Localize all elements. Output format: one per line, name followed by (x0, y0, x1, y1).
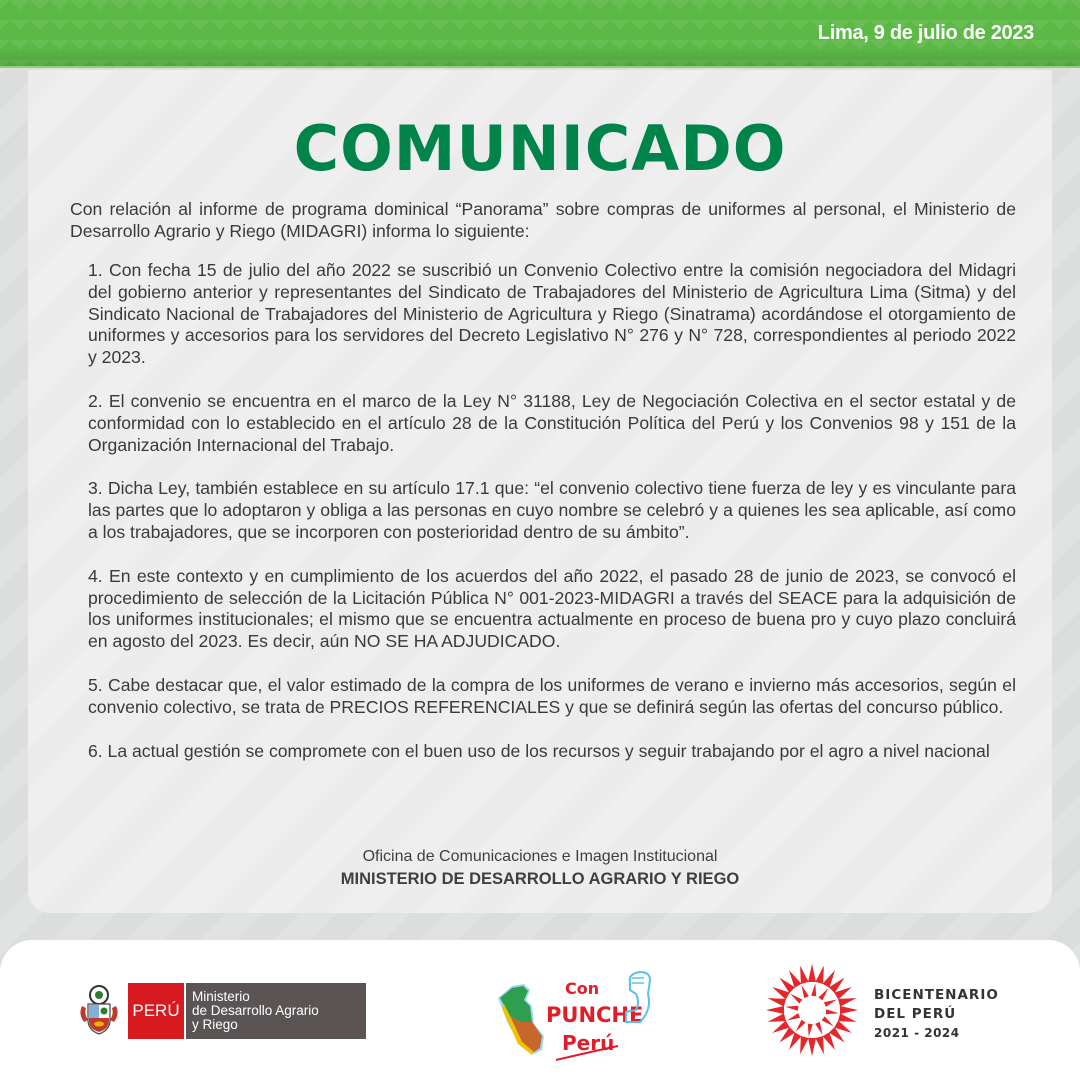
footer-logos (0, 940, 1080, 1080)
svg-text:Con: Con (565, 979, 600, 998)
peru-label: PERÚ (128, 983, 186, 1039)
point-3: 3. Dicha Ley, también establece en su artículo 17.1 que: “el convenio colectivo tiene fuerza de ley y es vinculante para las partes que lo adoptaron y obliga a las personas en cuyo nombre se celebró y a quienes les sea aplicable, así como a los trabajadores, que se incorporen con posterioridad dentro de su ámbito”. (88, 478, 1016, 542)
point-1: 1. Con fecha 15 de julio del año 2022 se suscribió un Convenio Colectivo entre la comisión negociadora del Midagri del gobierno anterior y representantes del Sindicato de Trabajadores del Ministerio de Agricultura Lima (Sitma) y del Sindicato Nacional de Trabajadores del Ministerio de Agricultura y Riego (Sinatrama) acordándose el otorgamiento de uniformes y accesorios para los servidores del Decreto Legislativo N° 276 y N° 728, correspondientes al periodo 2022 y 2023. (88, 260, 1016, 368)
point-5: 5. Cabe destacar que, el valor estimado de la compra de los uniformes de verano e invierno más accesorios, según el convenio colectivo, se trata de PRECIOS REFERENCIALES y que se definirá según las ofertas del concurso público. (88, 674, 1016, 717)
point-4: 4. En este contexto y en cumplimiento de los acuerdos del año 2022, el pasado 28 de junio de 2023, se convocó el procedimiento de selección de la Licitación Pública N° 001-2023-MIDAGRI a través del SEACE para la adquisición de los uniformes institucionales; el mismo que se encuentra actualmente en proceso de buena pro y cuyo plazo concluirá en agosto del 2023. Es decir, aún NO SE HA ADJUDICADO. (88, 565, 1016, 652)
coat-of-arms-icon (78, 984, 120, 1038)
header-band (0, 0, 1080, 68)
point-2: 2. El convenio se encuentra en el marco de la Ley N° 31188, Ley de Negociación Colectiva en el sector estatal y de conformidad con lo establecido en el artículo 28 de la Constitución Política del Perú y los Convenios 98 y 151 de la Organización Internacional del Trabajo. (88, 390, 1016, 455)
bicentennial-line-2: DEL PERÚ (874, 1006, 957, 1022)
points-list (88, 260, 1016, 784)
communique-card (28, 70, 1052, 913)
bicentennial-text (874, 986, 999, 1043)
bicentennial-years: 2021 - 2024 (874, 1026, 960, 1040)
date-label: Lima, 9 de julio de 2023 (817, 22, 1034, 44)
signature-block (28, 846, 1052, 890)
con-punche-peru-logo (480, 960, 660, 1070)
bicentennial-logo (764, 962, 1044, 1062)
ministry-line-1: Ministerio (192, 989, 250, 1004)
signature-organization: MINISTERIO DE DESARROLLO AGRARIO Y RIEGO (340, 870, 740, 888)
bicentennial-sunburst-icon (764, 962, 860, 1058)
page-title: COMUNICADO (293, 112, 787, 185)
signature-office: Oficina de Comunicaciones e Imagen Institucional (362, 848, 718, 865)
svg-text:Perú: Perú (562, 1031, 615, 1055)
ministry-logo (78, 982, 366, 1040)
ministry-line-2: de Desarrollo Agrario (192, 1003, 319, 1018)
point-6: 6. La actual gestión se compromete con el buen uso de los recursos y seguir trabajando por el agro a nivel nacional (88, 740, 990, 761)
ministry-name (186, 983, 366, 1039)
svg-text:PUNCHE: PUNCHE (546, 1003, 644, 1027)
peru-map-icon (498, 984, 544, 1055)
ministry-line-3: y Riego (192, 1017, 238, 1032)
bicentennial-line-1: BICENTENARIO (874, 987, 999, 1003)
intro-paragraph: Con relación al informe de programa dominical “Panorama” sobre compras de uniformes al personal, el Ministerio de Desarrollo Agrario y Riego (MIDAGRI) informa lo siguiente: (70, 199, 1016, 241)
